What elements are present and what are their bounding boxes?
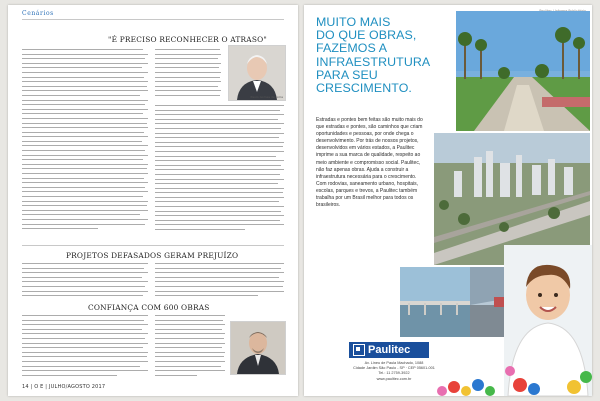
child-photo xyxy=(504,245,592,396)
page-footer: 14 | O E | JULHO/AGOSTO 2017 xyxy=(22,384,106,390)
portrait-image xyxy=(229,46,285,100)
photo-caption: Paulo Gomes de Lima xyxy=(250,95,283,99)
article3-title: CONFIANÇA COM 600 OBRAS xyxy=(88,303,210,312)
divider-1 xyxy=(22,245,284,246)
headline-line-3: FAZEMOS A xyxy=(316,41,388,56)
logo-mark-icon xyxy=(353,344,365,356)
ball-cluster xyxy=(437,379,495,396)
article1-column-right-bottom xyxy=(155,105,284,240)
park-photo xyxy=(456,11,590,131)
headline-line-5: PARA SEU xyxy=(316,67,378,82)
contact-info xyxy=(352,361,436,382)
article2-title: PROJETOS DEFASADOS GERAM PREJUÍZO xyxy=(66,251,239,260)
portrait-image-2 xyxy=(231,322,285,374)
contact-website[interactable]: www.paulitec.com.br xyxy=(376,376,412,381)
article3-column-right xyxy=(155,315,225,379)
brand-name: Paulitec xyxy=(368,344,411,356)
left-page xyxy=(8,5,298,396)
article2-column-right xyxy=(155,263,284,297)
contact-phone: Tel.: 11 2759-3922 xyxy=(378,371,410,376)
article1-column-left xyxy=(22,49,148,239)
article1-column-right-top xyxy=(155,49,221,99)
section-label: Cenários xyxy=(22,10,54,17)
article1-title: "É PRECISO RECONHECER O ATRASO" xyxy=(108,35,267,44)
paulitec-logo xyxy=(349,342,429,358)
headline-line-2: DO QUE OBRAS, xyxy=(316,28,417,43)
bridge-photo xyxy=(400,267,470,337)
section-header xyxy=(22,10,54,17)
contact-city: Cidade Jardim São Paulo - SP · CEP 05601-001 xyxy=(353,366,435,371)
headline-line-1: MUITO MAIS xyxy=(316,15,391,29)
author-photo-2 xyxy=(230,321,286,375)
contact-address: Av. Lineu de Paula Machado, 1088 xyxy=(364,361,424,365)
article3-column-left xyxy=(22,315,148,379)
ad-body-text: Estradas e pontes bem feitas são muito mais do que estradas e pontes, são caminhos que criam oportunidades e pessoas, por onde chega o desenvolvimento. Por trás de nossos projetos, desenvolvidos em vários estados, a Paulitec imprime a sua marca de qualidade, respeito ao meio ambiente e compromisso social. Paulitec, não faz apenas obras. Ajuda a construir a infraestrutura necessária para o crescimento. Com rodovias, saneamento urbano, hospitais, escolas, parques e trevos, a Paulitec também trabalha por um Brasil melhor para todos os brasileiros. xyxy=(316,117,423,209)
ad-photo-collage xyxy=(304,5,592,396)
author-photo-1 xyxy=(228,45,286,101)
headline-line-6: CRESCIMENTO. xyxy=(316,81,412,96)
header-rule xyxy=(22,19,284,20)
right-page-advertisement xyxy=(304,5,592,396)
article2-column-left xyxy=(22,263,148,297)
headline-line-4: INFRAESTRUTURA xyxy=(316,54,431,69)
